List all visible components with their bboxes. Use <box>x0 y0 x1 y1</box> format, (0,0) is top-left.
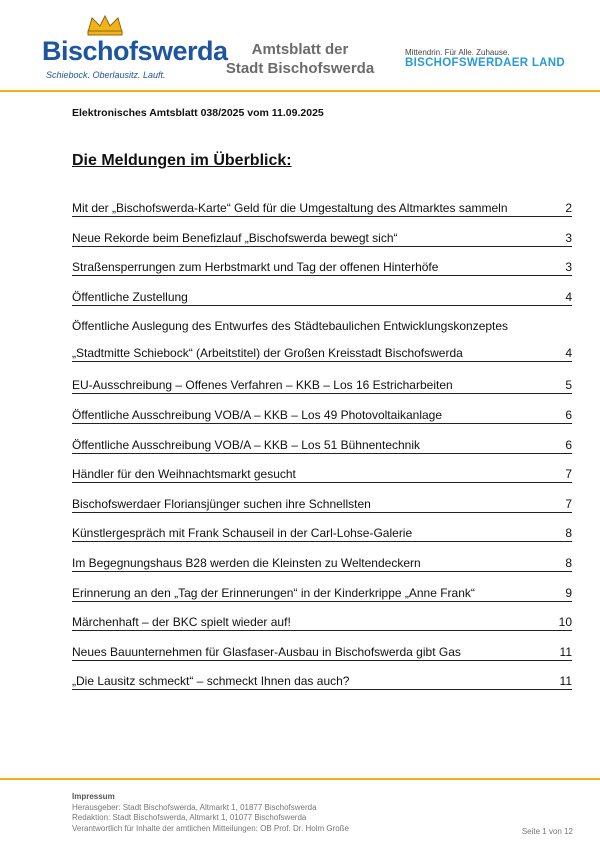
toc-entry[interactable] <box>72 318 572 377</box>
imprint-heading: Impressum <box>72 792 115 801</box>
toc-entry-line <box>72 673 572 690</box>
logo-tagline: Schiebock. Oberlausitz. Lauft. <box>46 70 166 80</box>
toc-entry-title: Künstlergespräch mit Frank Schauseil in der Carl-Lohse-Galerie <box>72 526 413 541</box>
toc-entry-title: EU-Ausschreibung – Offenes Verfahren – KKB – Los 16 Estricharbeiten <box>72 378 453 393</box>
toc-entry-page: 9 <box>565 585 572 600</box>
toc-entry-line <box>72 614 572 631</box>
toc-entry[interactable] <box>72 525 572 555</box>
toc-entry-title: Öffentliche Zustellung <box>72 289 188 304</box>
toc-entry-title: Neues Bauunternehmen für Glasfaser-Ausbau in Bischofswerda gibt Gas <box>72 644 461 659</box>
toc-entry[interactable] <box>72 259 572 289</box>
toc-entry-page: 5 <box>565 378 572 393</box>
region-tagline: Mittendrin. Für Alle. Zuhause. <box>405 48 510 57</box>
overview-heading: Die Meldungen im Überblick: <box>72 152 292 169</box>
logo-wordmark: Bischofswerda <box>42 36 228 66</box>
toc-entry-line <box>72 200 572 217</box>
toc-entry-page: 3 <box>565 260 572 275</box>
page-header <box>0 0 600 86</box>
toc-entry-page: 6 <box>565 437 572 452</box>
toc-entry-page: 11 <box>559 674 572 689</box>
toc-entry-line <box>72 644 572 661</box>
toc-entry[interactable] <box>72 496 572 526</box>
region-name: BISCHOFSWERDAER LAND <box>405 57 565 69</box>
toc-entry-page: 4 <box>565 289 572 304</box>
issue-line: Elektronisches Amtsblatt 038/2025 vom 11.09.2025 <box>72 107 324 119</box>
toc-entry-title: Erinnerung an den „Tag der Erinnerungen“ in der Kinderkrippe „Anne Frank“ <box>72 585 475 600</box>
toc-entry-page: 2 <box>565 201 572 215</box>
toc-entry-title: „Stadtmitte Schiebock“ (Arbeitstitel) der Großen Kreisstadt Bischofswerda <box>72 346 463 361</box>
toc-entry[interactable] <box>72 673 572 703</box>
imprint-editorial: Redaktion: Stadt Bischofswerda, Altmarkt 1, 01077 Bischofswerda <box>72 813 307 822</box>
toc-entry[interactable] <box>72 585 572 615</box>
toc-entry-title: Märchenhaft – der BKC spielt wieder auf! <box>72 615 291 630</box>
toc-entry-line <box>72 466 572 483</box>
toc-entry-line <box>72 289 572 306</box>
imprint-publisher: Herausgeber: Stadt Bischofswerda, Altmarkt 1, 01877 Bischofswerda <box>72 802 317 812</box>
toc-entry-page: 6 <box>565 407 572 422</box>
city-logo <box>42 14 228 80</box>
toc-entry-page: 11 <box>559 644 572 659</box>
toc-entry-title: Straßensperrungen zum Herbstmarkt und Tag der offenen Hinterhöfe <box>72 260 439 275</box>
toc-entry-line <box>72 496 572 513</box>
toc-entry[interactable] <box>72 289 572 319</box>
toc-entry-line <box>72 585 572 602</box>
toc-entry-page: 7 <box>565 496 572 511</box>
toc-entry-page: 10 <box>558 615 572 630</box>
toc-entry-line <box>72 525 572 542</box>
toc-entry-title: Mit der „Bischofswerda-Karte“ Geld für die Umgestaltung des Altmarktes sammeln <box>72 201 508 215</box>
toc-entry[interactable] <box>72 644 572 674</box>
toc-entry-line <box>72 345 572 362</box>
toc-entry[interactable] <box>72 377 572 407</box>
toc-entry-page: 7 <box>565 467 572 482</box>
footer-divider <box>0 778 600 780</box>
page-title <box>200 40 400 78</box>
toc-entry[interactable] <box>72 614 572 644</box>
crown-icon <box>86 14 124 36</box>
header-divider <box>0 90 600 92</box>
toc-entry-line <box>72 230 572 247</box>
toc-entry-page: 4 <box>565 346 572 361</box>
toc-entry[interactable] <box>72 466 572 496</box>
toc-entry-line <box>72 377 572 394</box>
toc-entry[interactable] <box>72 555 572 585</box>
region-logo <box>405 48 585 69</box>
toc-entry-page: 3 <box>565 230 572 245</box>
toc-entry-title-line1: Öffentliche Auslegung des Entwurfes des Städtebaulichen Entwicklungskonzeptes <box>72 319 509 334</box>
toc-entry-title: Öffentliche Ausschreibung VOB/A – KKB – Los 51 Bühnentechnik <box>72 437 421 452</box>
toc-entry[interactable] <box>72 200 572 230</box>
page-number: Seite 1 von 12 <box>521 827 573 836</box>
toc-entry-line <box>72 259 572 276</box>
toc-entry-page: 8 <box>565 555 572 570</box>
toc-entry-line <box>72 407 572 424</box>
toc-entry-title: Im Begegnungshaus B28 werden die Kleinsten zu Weltendeckern <box>72 555 421 570</box>
toc-entry-title: Öffentliche Ausschreibung VOB/A – KKB – Los 49 Photovoltaikanlage <box>72 407 443 422</box>
toc-entry-title: Bischofswerdaer Floriansjünger suchen ihre Schnellsten <box>72 496 371 511</box>
toc-entry[interactable] <box>72 407 572 437</box>
imprint-responsible: Verantwortlich für Inhalte der amtlichen Mitteilungen: OB Prof. Dr. Holm Große <box>72 823 350 833</box>
toc-entry-line <box>72 437 572 454</box>
title-line-2: Stadt Bischofswerda <box>225 60 375 77</box>
toc-entry-line <box>72 555 572 572</box>
table-of-contents <box>72 200 572 703</box>
toc-entry[interactable] <box>72 437 572 467</box>
toc-entry-title: Neue Rekorde beim Benefizlauf „Bischofswerda bewegt sich“ <box>72 230 398 245</box>
imprint <box>72 792 349 834</box>
toc-entry[interactable] <box>72 230 572 260</box>
toc-entry-title: „Die Lausitz schmeckt“ – schmeckt Ihnen das auch? <box>72 674 350 689</box>
title-line-1: Amtsblatt der <box>251 41 349 58</box>
toc-entry-page: 8 <box>565 526 572 541</box>
toc-entry-title: Händler für den Weihnachtsmarkt gesucht <box>72 467 296 482</box>
